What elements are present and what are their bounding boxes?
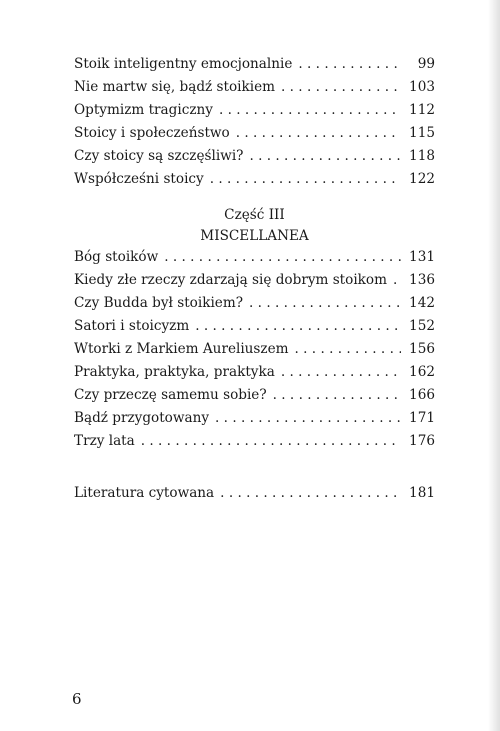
toc-leader-dots <box>195 315 401 338</box>
toc-leader-dots <box>281 76 401 99</box>
toc-leader-dots <box>220 482 401 505</box>
toc-entry <box>74 430 435 453</box>
part-title: MISCELLANEA <box>200 228 309 244</box>
toc-entry-page: 103 <box>409 79 435 95</box>
toc-entry-title: Optymizm tragiczny <box>74 102 213 118</box>
toc-leader-dots <box>215 407 401 430</box>
toc-entry <box>74 338 435 361</box>
toc-entry-page: 136 <box>409 272 435 288</box>
toc-leader-dots <box>141 430 401 453</box>
toc-entry-page: 171 <box>409 410 435 426</box>
part-label: Część III <box>224 207 285 223</box>
toc-leader-dots <box>249 145 401 168</box>
toc-leader-dots <box>281 361 401 384</box>
toc-entry-title: Stoicy i społeczeństwo <box>74 125 230 141</box>
toc-entry <box>74 246 435 269</box>
toc-leader-dots <box>219 99 401 122</box>
toc-entry <box>74 292 435 315</box>
toc-entry-title: Satori i stoicyzm <box>74 318 190 334</box>
toc-leader-dots <box>393 269 401 292</box>
toc-entry <box>74 407 435 430</box>
toc-entry-title: Bóg stoików <box>74 249 159 265</box>
toc-entry-title: Praktyka, praktyka, praktyka <box>74 364 275 380</box>
toc-entry-title: Kiedy złe rzeczy zdarzają się dobrym stoikom <box>74 272 387 288</box>
toc-entry-title: Czy przeczę samemu sobie? <box>74 387 267 403</box>
toc-entry-title: Nie martw się, bądź stoikiem <box>74 79 276 95</box>
toc-entry-page: 181 <box>409 485 435 501</box>
toc-entry <box>74 76 435 99</box>
toc-entry-title: Wtorki z Markiem Aureliuszem <box>74 341 289 357</box>
toc-entry-title: Bądź przygotowany <box>74 410 210 426</box>
toc-leader-dots <box>249 292 401 315</box>
toc-entry-title: Stoik inteligentny emocjonalnie <box>74 56 293 72</box>
toc-entry-page: 176 <box>409 433 435 449</box>
toc-entry-page: 162 <box>409 364 435 380</box>
toc-entry-page: 115 <box>409 125 435 141</box>
toc-entry <box>74 315 435 338</box>
toc-entry-page: 131 <box>409 249 435 265</box>
toc-leader-dots <box>295 338 401 361</box>
page-number: 6 <box>72 690 82 708</box>
toc-entry-page: 118 <box>409 148 435 164</box>
toc-leader-dots <box>236 122 401 145</box>
toc-leader-dots <box>298 53 401 76</box>
toc-entry-page: 99 <box>417 56 435 72</box>
toc-leader-dots <box>273 384 401 407</box>
toc-entry-page: 152 <box>409 318 435 334</box>
toc-entry-page: 112 <box>409 102 435 118</box>
toc-entry-page: 156 <box>409 341 435 357</box>
toc-entry-title: Współcześni stoicy <box>74 171 204 187</box>
toc-entry-page: 166 <box>409 387 435 403</box>
toc-entry <box>74 482 435 505</box>
toc-entry <box>74 168 435 191</box>
toc-entry-title: Czy stoicy są szczęśliwi? <box>74 148 244 164</box>
toc-section-bibliography <box>74 482 435 505</box>
toc-entry <box>74 99 435 122</box>
toc-section-part <box>74 246 435 453</box>
toc-section-top <box>74 53 435 191</box>
toc-leader-dots <box>210 168 401 191</box>
toc-entry-page: 142 <box>409 295 435 311</box>
toc-leader-dots <box>164 246 401 269</box>
toc-entry <box>74 53 435 76</box>
toc-entry-page: 122 <box>409 171 435 187</box>
toc-entry <box>74 361 435 384</box>
toc-entry-title: Trzy lata <box>74 433 135 449</box>
toc-entry <box>74 145 435 168</box>
toc-entry-title: Literatura cytowana <box>74 485 215 501</box>
toc-entry-title: Czy Budda był stoikiem? <box>74 295 244 311</box>
toc-entry <box>74 384 435 407</box>
toc-entry <box>74 122 435 145</box>
toc-entry <box>74 269 435 292</box>
